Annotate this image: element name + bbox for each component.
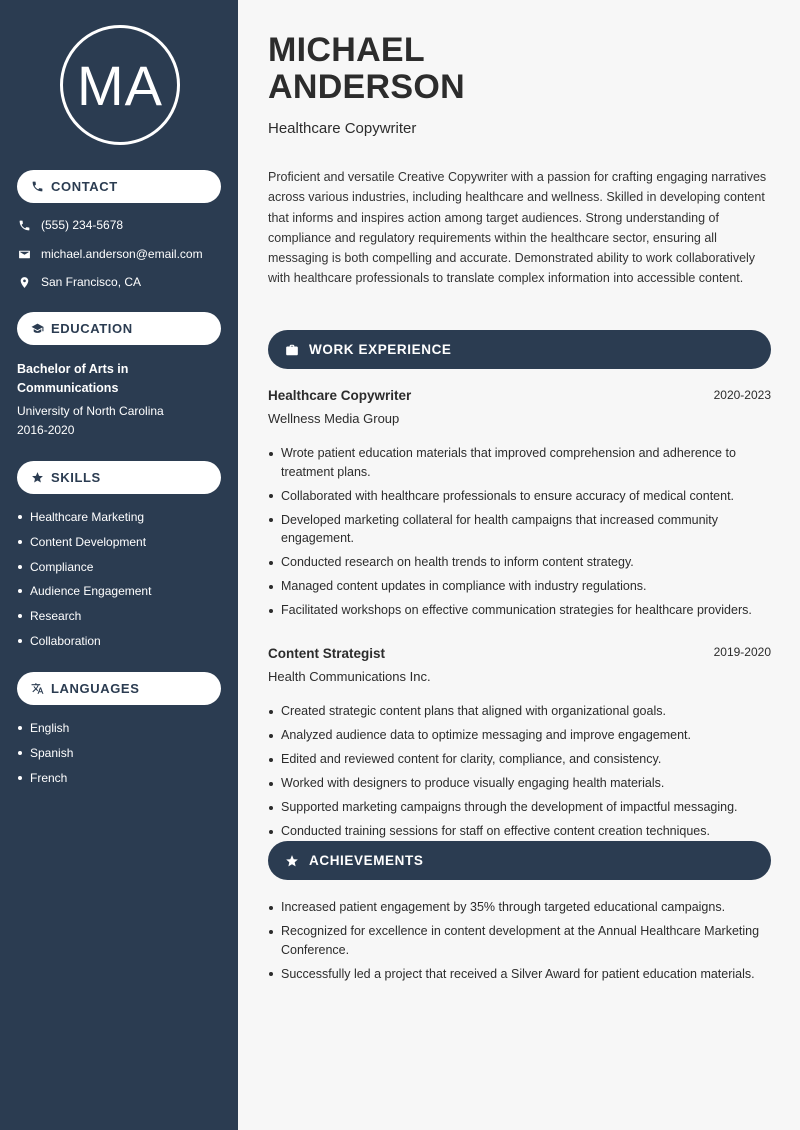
translate-icon [30, 682, 44, 696]
skill-item: Audience Engagement [17, 584, 151, 609]
map-pin-icon [17, 275, 31, 289]
candidate-role: Healthcare Copywriter [268, 120, 417, 137]
contact-phone [17, 218, 123, 232]
contact-phone-text: (555) 234-5678 [41, 218, 124, 232]
language-item: French [17, 771, 73, 796]
star-icon [30, 471, 44, 485]
job-bullet: Collaborated with healthcare professionals to ensure accuracy of medical content. [268, 487, 773, 506]
contact-heading-label: CONTACT [51, 179, 118, 194]
language-item: Spanish [17, 746, 73, 771]
job-bullet: Supported marketing campaigns through the development of impactful messaging. [268, 798, 773, 817]
skill-item: Research [17, 609, 151, 634]
job-dates: 2020-2023 [713, 388, 771, 402]
candidate-name [268, 32, 465, 106]
education-degree: Bachelor of Arts in Communications [17, 362, 129, 395]
work-experience-heading-label: WORK EXPERIENCE [309, 342, 452, 357]
skill-item: Content Development [17, 535, 151, 560]
job-title: Healthcare Copywriter [268, 388, 412, 403]
education-school: University of North Carolina [17, 404, 164, 418]
achievement-item: Increased patient engagement by 35% through targeted educational campaigns. [268, 898, 773, 917]
skill-item: Healthcare Marketing [17, 510, 151, 535]
job-title: Content Strategist [268, 646, 386, 661]
skill-item: Collaboration [17, 634, 151, 659]
education-years: 2016-2020 [17, 423, 75, 437]
languages-heading [17, 672, 221, 705]
skills-list [17, 510, 151, 659]
contact-location-text: San Francisco, CA [41, 275, 142, 289]
first-name: MICHAEL [268, 31, 425, 69]
last-name: ANDERSON [268, 68, 465, 106]
contact-heading [17, 170, 221, 203]
job-bullet: Conducted training sessions for staff on effective content creation techniques. [268, 822, 773, 841]
achievement-item: Successfully led a project that received a Silver Award for patient education materials. [268, 965, 773, 984]
monogram-avatar: MA [60, 25, 180, 145]
phone-icon [17, 218, 31, 232]
briefcase-icon [284, 342, 299, 357]
education-heading [17, 312, 221, 345]
achievements-heading [268, 841, 771, 880]
job-dates: 2019-2020 [713, 645, 771, 659]
job-bullet: Managed content updates in compliance with industry regulations. [268, 577, 773, 596]
job-bullet: Wrote patient education materials that improved comprehension and adherence to treatment plans. [268, 444, 773, 481]
work-experience-heading [268, 330, 771, 369]
skill-item: Compliance [17, 560, 151, 585]
job-bullet: Developed marketing collateral for health campaigns that increased community engagement. [268, 511, 773, 548]
skills-heading-label: SKILLS [51, 470, 101, 485]
contact-email [17, 247, 203, 261]
job-bullet: Edited and reviewed content for clarity, compliance, and consistency. [268, 750, 773, 769]
skills-heading [17, 461, 221, 494]
graduation-cap-icon [30, 322, 44, 336]
job-bullets [268, 444, 773, 625]
achievement-item: Recognized for excellence in content development at the Annual Healthcare Marketing Conference. [268, 922, 773, 959]
job-bullets [268, 702, 773, 846]
main-content [238, 0, 800, 1130]
contact-email-text: michael.anderson@email.com [41, 247, 203, 261]
language-item: English [17, 721, 73, 746]
achievements-heading-label: ACHIEVEMENTS [309, 853, 424, 868]
phone-icon [30, 180, 44, 194]
achievements-list [268, 898, 773, 989]
job-bullet: Analyzed audience data to optimize messaging and improve engagement. [268, 726, 773, 745]
education-heading-label: EDUCATION [51, 321, 133, 336]
star-icon [284, 853, 299, 868]
envelope-icon [17, 247, 31, 261]
contact-location [17, 275, 141, 289]
job-company: Health Communications Inc. [268, 669, 431, 684]
languages-list [17, 721, 73, 795]
profile-summary: Proficient and versatile Creative Copywriter with a passion for crafting engaging narratives across various industries, including healthcare and wellness. Skilled in developing content that informs and inspires action among target audiences. Strong understanding of compliance and regulatory requirements within the healthcare sector, ensuring all messaging is both compelling and accurate. Demonstrated ability to work collaboratively with healthcare professionals to translate complex information into accessible content. [268, 170, 767, 286]
job-company: Wellness Media Group [268, 411, 400, 426]
job-bullet: Facilitated workshops on effective communication strategies for healthcare providers. [268, 601, 773, 620]
job-bullet: Conducted research on health trends to inform content strategy. [268, 553, 773, 572]
job-bullet: Worked with designers to produce visually engaging health materials. [268, 774, 773, 793]
job-bullet: Created strategic content plans that aligned with organizational goals. [268, 702, 773, 721]
languages-heading-label: LANGUAGES [51, 681, 140, 696]
sidebar [0, 0, 238, 1130]
